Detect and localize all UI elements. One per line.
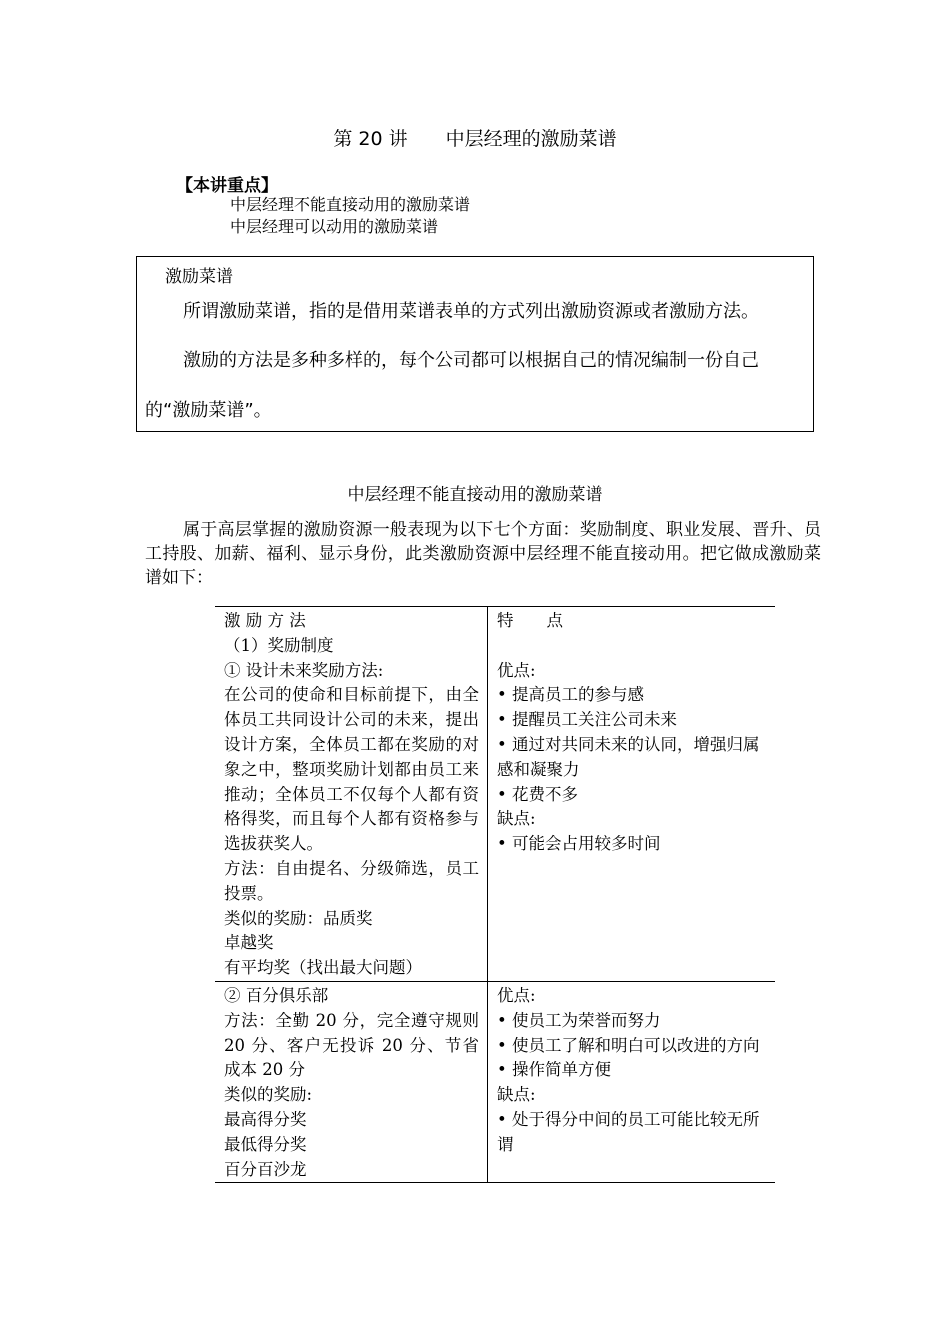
- table-row: [215, 981, 775, 1182]
- method-cell: [215, 981, 488, 1182]
- lecture-topic: 中层经理的激励菜谱: [445, 128, 617, 150]
- lecture-number: 第 20 讲: [333, 128, 408, 150]
- category-label: （1）奖励制度: [224, 635, 334, 655]
- similar-award: 最高得分奖: [224, 1109, 307, 1129]
- method-name: ② 百分俱乐部: [224, 985, 329, 1005]
- similar-award: 卓越奖: [224, 933, 274, 953]
- method-description: 在公司的使命和目标前提下，由全体员工共同设计公司的未来，提出设计方案，全体员工都在奖励的对象之中，整项奖励计划都由员工来推动；全体员工不仅每个人都有资格得奖，而且每个人都有资格参与选拔获奖人。: [224, 685, 479, 854]
- pro-item: • 提醒员工关注公司未来: [497, 708, 767, 733]
- feature-cell: [488, 607, 776, 982]
- similar-award: 类似的奖励：品质奖: [224, 908, 373, 928]
- incentive-menu-table: [215, 606, 775, 1183]
- definition-box-title: 激励菜谱: [165, 267, 233, 287]
- pro-item: • 操作简单方便: [497, 1058, 767, 1083]
- definition-paragraph-line: 的“激励菜谱”。: [145, 400, 272, 421]
- header-method: 激 励 方 法: [224, 611, 306, 630]
- similar-award: 最低得分奖: [224, 1134, 307, 1154]
- cons-label: 缺点:: [497, 809, 536, 829]
- header-feature: 特 点: [497, 611, 563, 630]
- key-point-item: 中层经理不能直接动用的激励菜谱: [230, 195, 471, 214]
- method-cell: [215, 607, 488, 982]
- key-point-item: 中层经理可以动用的激励菜谱: [230, 217, 439, 236]
- pro-item: • 通过对共同未来的认同，增强归属感和凝聚力: [497, 733, 767, 783]
- cons-label: 缺点:: [497, 1085, 536, 1105]
- pro-item: • 提高员工的参与感: [497, 683, 767, 708]
- method-procedure: 方法：自由提名、分级筛选，员工投票。: [224, 858, 479, 903]
- pros-label: 优点:: [497, 660, 536, 680]
- method-name: ① 设计未来奖励方法:: [224, 660, 384, 680]
- similar-award: 百分百沙龙: [224, 1159, 307, 1179]
- key-points-heading: 【本讲重点】: [176, 176, 278, 196]
- similar-award-label: 类似的奖励:: [224, 1085, 313, 1105]
- page-title: [0, 124, 950, 151]
- spacer: [497, 634, 767, 659]
- definition-paragraph: 所谓激励菜谱，指的是借用菜谱表单的方式列出激励资源或者激励方法。: [183, 301, 759, 322]
- section-intro: 属于高层掌握的激励资源一般表现为以下七个方面：奖励制度、职业发展、晋升、员工持股、加薪、福利、显示身份，此类激励资源中层经理不能直接动用。把它做成激励菜谱如下：: [145, 520, 821, 588]
- con-item: • 可能会占用较多时间: [497, 832, 767, 857]
- pros-label: 优点:: [497, 985, 536, 1005]
- table-row: [215, 607, 775, 982]
- con-item: • 处于得分中间的员工可能比较无所谓: [497, 1108, 767, 1158]
- method-procedure: 方法：全勤 20 分，完全遵守规则 20 分、客户无投诉 20 分、节省成本 20 分: [224, 1010, 479, 1080]
- feature-cell: [488, 981, 776, 1182]
- pro-item: • 花费不多: [497, 783, 767, 808]
- section-title: 中层经理不能直接动用的激励菜谱: [347, 485, 603, 505]
- pro-item: • 使员工了解和明白可以改进的方向: [497, 1034, 767, 1059]
- definition-paragraph-line: 激励的方法是多种多样的，每个公司都可以根据自己的情况编制一份自己: [183, 350, 759, 371]
- similar-award: 有平均奖（找出最大问题）: [224, 958, 422, 978]
- pro-item: • 使员工为荣誉而努力: [497, 1009, 767, 1034]
